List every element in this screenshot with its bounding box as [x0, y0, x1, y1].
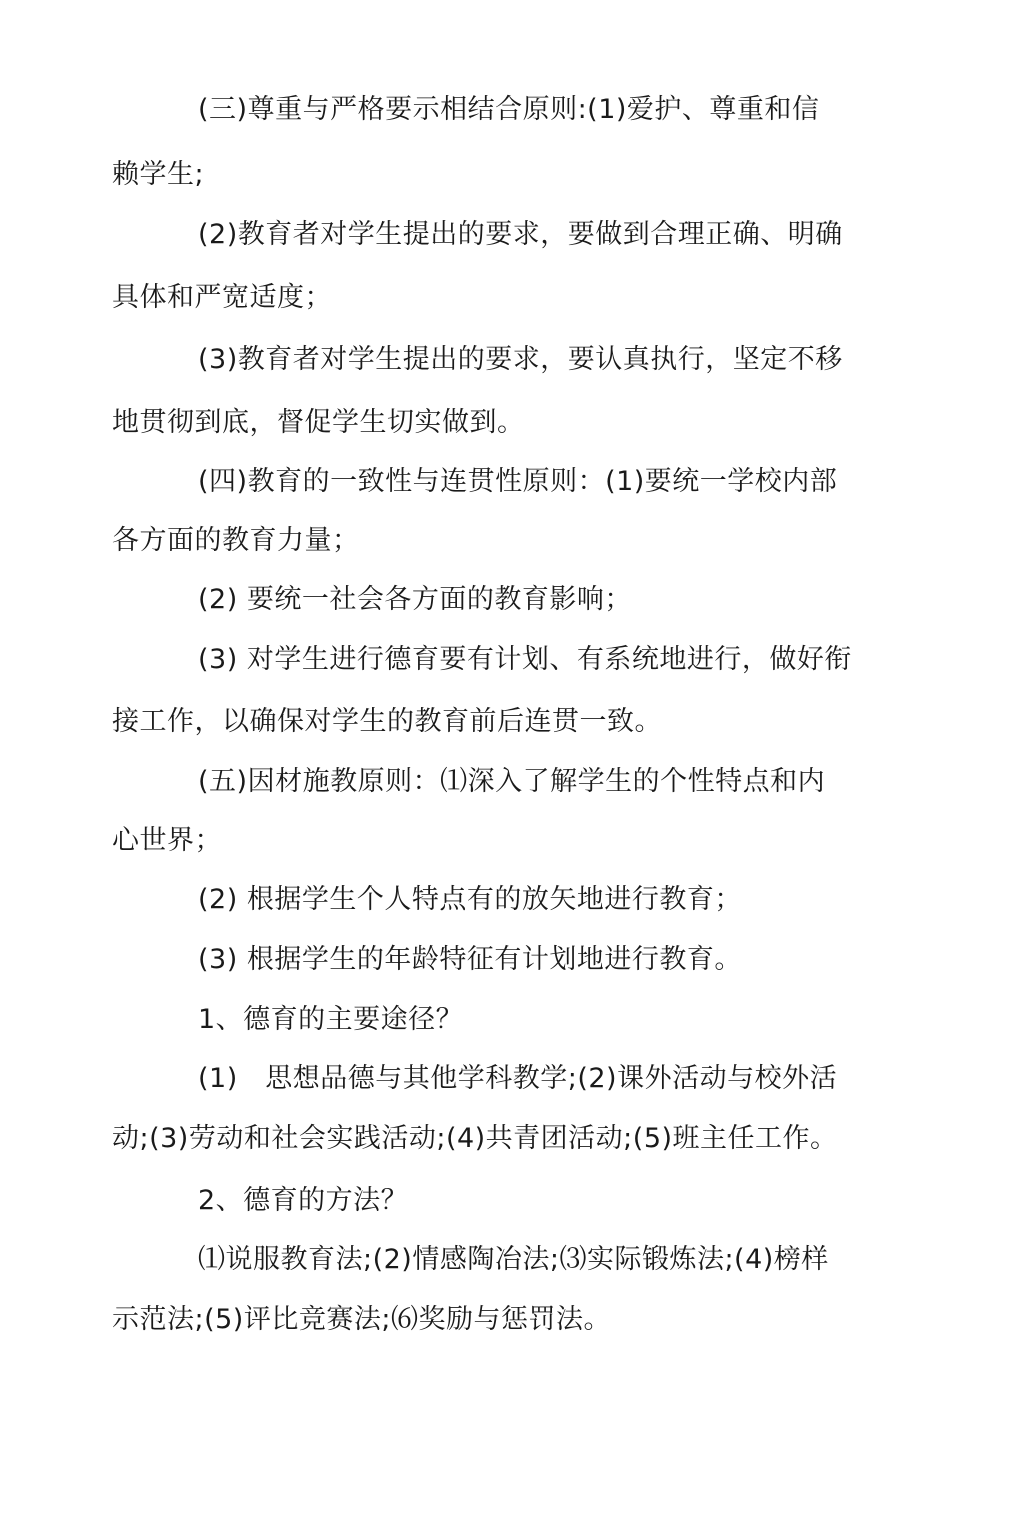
- text-line: (三)尊重与严格要示相结合原则:(1)爱护、尊重和信: [198, 94, 820, 125]
- text-line: (五)因材施教原则：⑴深入了解学生的个性特点和内: [198, 766, 826, 797]
- text-line: 心世界；: [112, 825, 222, 856]
- text-line: 1、德育的主要途径？: [198, 1004, 464, 1035]
- text-line: 地贯彻到底，督促学生切实做到。: [112, 407, 525, 438]
- text-line: 赖学生;: [112, 159, 205, 190]
- text-line: (3) 对学生进行德育要有计划、有系统地进行，做好衔: [198, 644, 852, 675]
- text-line: (3)教育者对学生提出的要求，要认真执行，坚定不移: [198, 344, 843, 375]
- text-line: 示范法;(5)评比竞赛法;⑹奖励与惩罚法。: [112, 1304, 611, 1335]
- text-line: (3) 根据学生的年龄特征有计划地进行教育。: [198, 944, 742, 975]
- text-line: 各方面的教育力量；: [112, 525, 360, 556]
- text-line: (2)教育者对学生提出的要求，要做到合理正确、明确: [198, 219, 843, 250]
- text-line: 接工作，以确保对学生的教育前后连贯一致。: [112, 706, 662, 737]
- text-line: 动;(3)劳动和社会实践活动;(4)共青团活动;(5)班主任工作。: [112, 1123, 838, 1154]
- text-line: (四)教育的一致性与连贯性原则：(1)要统一学校内部: [198, 466, 838, 497]
- text-line: 2、德育的方法？: [198, 1185, 409, 1216]
- text-line: (1) 思想品德与其他学科教学;(2)课外活动与校外活: [198, 1063, 838, 1094]
- text-line: ⑴说服教育法;(2)情感陶冶法;⑶实际锻炼法;(4)榜样: [198, 1244, 829, 1275]
- text-line: (2) 要统一社会各方面的教育影响；: [198, 584, 632, 615]
- text-line: (2) 根据学生个人特点有的放矢地进行教育；: [198, 884, 742, 915]
- text-line: 具体和严宽适度；: [112, 282, 332, 313]
